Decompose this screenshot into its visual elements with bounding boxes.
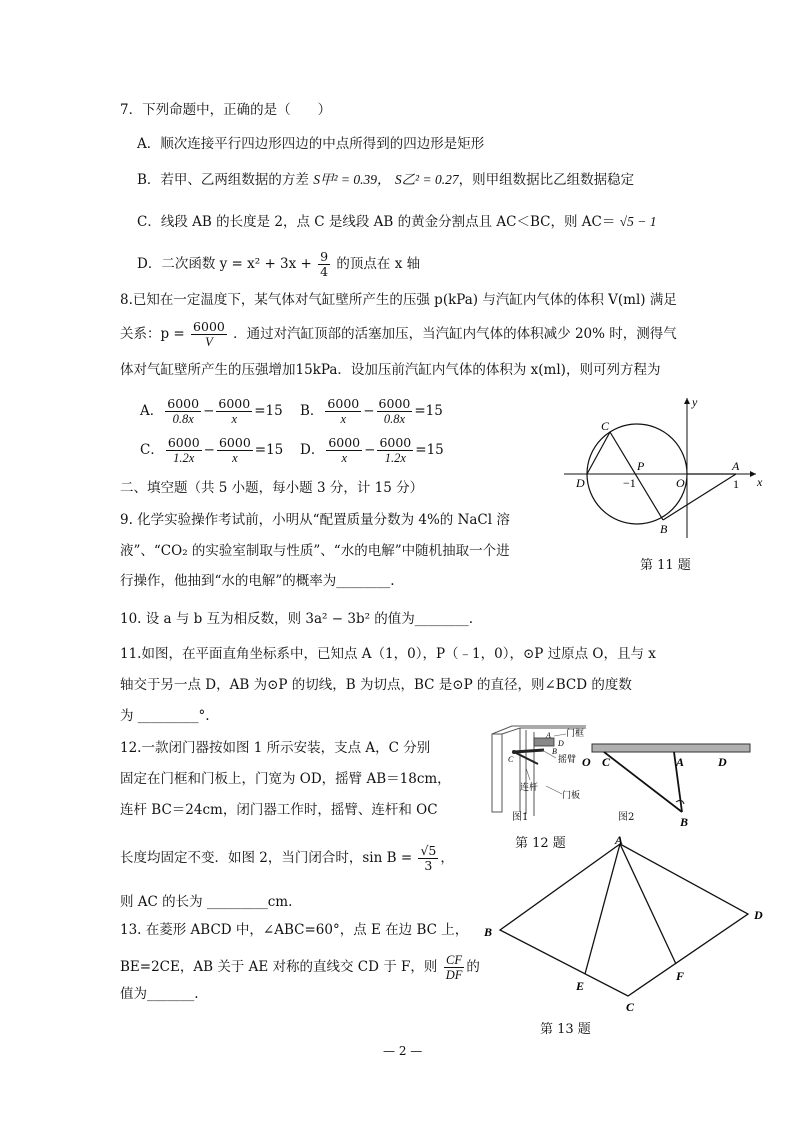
q13-line2: BE=2CE，AB 关于 AE 对称的直线交 CD 于 F，则 $\frac{CF}{DF}$ 的 bbox=[120, 953, 480, 982]
q8-option-b: B． $\frac{6000}{x}$ − $\frac{6000}{0.8x}$ =15 bbox=[300, 396, 443, 426]
figure-12-caption: 第 12 题 bbox=[515, 836, 566, 851]
svg-text:D: D bbox=[558, 739, 564, 748]
figure-12-label-2: 图2 bbox=[618, 812, 635, 823]
q8-option-a: A． $\frac{6000}{0.8x}$ − $\frac{6000}{x}$ =15 bbox=[140, 396, 283, 426]
svg-text:B: B bbox=[484, 925, 493, 939]
label-o: O bbox=[676, 476, 685, 490]
section-heading-fill-in: 二、填空题（共 5 小题，每小题 3 分，计 15 分） bbox=[120, 480, 424, 496]
label-b: B bbox=[660, 522, 668, 536]
q9-line2: 液”、“CO₂ 的实验室制取与性质”、“水的电解”中随机抽取一个进 bbox=[120, 543, 510, 559]
figure-13-caption: 第 13 题 bbox=[540, 1022, 591, 1037]
q7-c-pre: C．线段 AB 的长度是 2，点 C 是线段 AB 的黄金分割点且 AC＜BC，则 AC＝ bbox=[137, 214, 616, 230]
q8-line2-post: ．通过对汽缸顶部的活塞加压，当汽缸内气体的体积减少 20% 时，测得气 bbox=[233, 326, 677, 342]
q8-option-d: D． $\frac{6000}{x}$ − $\frac{6000}{1.2x}$ =15 bbox=[300, 435, 444, 465]
label-d: D bbox=[576, 476, 585, 490]
figure-11-caption: 第 11 题 bbox=[640, 558, 691, 573]
q9-line1: 9. 化学实验操作考试前，小明从“配置质量分数为 4%的 NaCl 溶 bbox=[120, 512, 510, 528]
q8-line1: 8.已知在一定温度下，某气体对气缸壁所产生的压强 p(kPa) 与汽缸内气体的体积 V(ml) 满足 bbox=[120, 292, 677, 308]
svg-text:B: B bbox=[552, 747, 557, 756]
label-a: A bbox=[732, 459, 740, 473]
q8-line2 bbox=[120, 320, 677, 349]
q7-d-fraction: $\frac{9}{4}$ bbox=[320, 249, 329, 279]
svg-text:C: C bbox=[602, 755, 611, 769]
figure-12-diagram bbox=[580, 740, 755, 830]
q12-line4: 长度均固定不变．如图 2，当门闭合时，sin B = $\frac{√5}{3}$ ， bbox=[120, 843, 454, 873]
segment-af bbox=[620, 844, 676, 964]
q7-option-a: A．顺次连接平行四边形四边的中点所得到的四边形是矩形 bbox=[137, 136, 485, 152]
q7-c-value: √5 − 1 bbox=[619, 214, 657, 229]
figure-13 bbox=[480, 834, 770, 1018]
q13-line3: 值为_______. bbox=[120, 986, 199, 1002]
q12-line2: 固定在门框和门板上，门宽为 OD，摇臂 AB＝18cm， bbox=[120, 771, 451, 787]
q7-b-variance-b: S乙² = 0.27 bbox=[394, 172, 459, 187]
q7-d-pre: D．二次函数 y = x² + 3x + bbox=[137, 256, 312, 272]
label-y: y bbox=[692, 395, 698, 409]
q8-line3: 体对气缸壁所产生的压强增加15kPa．设加压前汽缸内气体的体积为 x(ml)，则可列方程为 bbox=[120, 362, 661, 378]
label-link-rod: 连杆 bbox=[520, 782, 539, 792]
label-neg-one: −1 bbox=[623, 476, 636, 490]
svg-text:B: B bbox=[680, 815, 689, 829]
label-p: P bbox=[637, 459, 645, 473]
q11-line1: 11.如图，在平面直角坐标系中，已知点 A（1，0），P（﹣1，0），⊙P 过原点 O，且与 x bbox=[120, 646, 656, 662]
q12-line3: 连杆 BC＝24cm，闭门器工作时，摇臂、连杆和 OC bbox=[120, 802, 438, 818]
q8-line2-pre: 关系：p = bbox=[120, 326, 185, 342]
rhombus-abcd bbox=[500, 844, 748, 996]
q11-line3: 为 _________°. bbox=[120, 708, 210, 724]
q7-option-d bbox=[137, 250, 420, 279]
tangent-ab bbox=[663, 474, 736, 520]
q7-d-post: 的顶点在 x 轴 bbox=[336, 256, 421, 272]
figure-11 bbox=[560, 392, 770, 542]
label-door-frame: 门框 bbox=[566, 728, 585, 738]
svg-text:A: A bbox=[676, 755, 685, 769]
diameter-bc bbox=[610, 432, 663, 520]
svg-text:C: C bbox=[508, 755, 514, 764]
figure-12-label-1: 图1 bbox=[512, 812, 529, 823]
q12-line5: 则 AC 的长为 _________cm. bbox=[120, 894, 293, 910]
q13-line1: 13. 在菱形 ABCD 中，∠ABC=60°，点 E 在边 BC 上， bbox=[120, 922, 469, 938]
svg-text:A: A bbox=[546, 731, 551, 740]
q8-pressure-fraction: $\frac{6000}{V}$ bbox=[193, 319, 225, 349]
q12-sine-fraction: $\frac{√5}{3}$ bbox=[420, 843, 437, 873]
q11-line2: 轴交于另一点 D，AB 为⊙P 的切线，B 为切点，BC 是⊙P 的直径，则∠BCD 的度数 bbox=[120, 677, 632, 693]
svg-text:D: D bbox=[754, 908, 763, 922]
label-c: C bbox=[601, 419, 610, 433]
svg-text:F: F bbox=[676, 969, 685, 983]
q7-stem: 7．下列命题中，正确的是（ ） bbox=[120, 102, 332, 118]
door-bar bbox=[592, 744, 750, 752]
q9-line3: 行操作，他抽到“水的电解”的概率为________. bbox=[120, 573, 395, 589]
label-x: x bbox=[757, 475, 763, 489]
q7-b-pre: B．若甲、乙两组数据的方差 bbox=[137, 172, 309, 188]
q8-option-c: C． $\frac{6000}{1.2x}$ − $\frac{6000}{x}$ =15 bbox=[140, 435, 284, 465]
svg-text:C: C bbox=[626, 1000, 635, 1014]
label-door-panel: 门板 bbox=[562, 790, 581, 800]
link-cb bbox=[604, 752, 685, 812]
svg-text:D: D bbox=[718, 755, 727, 769]
page-number: — 2 — bbox=[383, 1044, 423, 1058]
q12-line1: 12.一款闭门器按如图 1 所示安装，支点 A，C 分别 bbox=[120, 740, 431, 756]
q7-option-b bbox=[137, 170, 634, 190]
svg-text:O: O bbox=[582, 755, 591, 769]
svg-text:A: A bbox=[615, 834, 624, 847]
q7-b-variance-a: S甲² = 0.39， bbox=[313, 172, 391, 187]
q13-ratio-fraction: $\frac{CF}{DF}$ bbox=[445, 953, 463, 982]
q10: 10. 设 a 与 b 互为相反数，则 3a² − 3b² 的值为________. bbox=[120, 611, 474, 627]
label-one: 1 bbox=[733, 477, 739, 491]
segment-ae bbox=[585, 844, 620, 974]
segment-cd bbox=[587, 432, 610, 474]
svg-text:E: E bbox=[576, 979, 585, 993]
q7-option-c bbox=[137, 212, 656, 232]
label-rocker-arm: 摇臂 bbox=[558, 754, 577, 764]
q7-b-post: ，则甲组数据比乙组数据稳定 bbox=[458, 172, 635, 188]
